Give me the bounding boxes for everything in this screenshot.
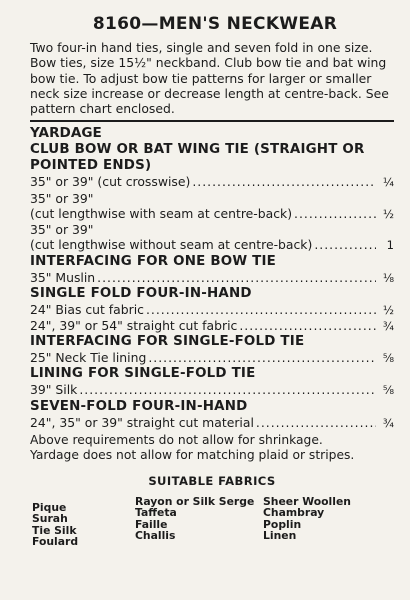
- club-bow-heading: CLUB BOW OR BAT WING TIE (STRAIGHT OR POINTED ENDS): [30, 142, 365, 174]
- yardage-amount: ⅝: [382, 351, 394, 366]
- fabric-item: Pique: [32, 500, 67, 514]
- dot-leader: [148, 350, 376, 365]
- fabric-item: Faille: [135, 517, 168, 531]
- yardage-label: 35" or 39": [30, 222, 94, 238]
- page-title: 8160—MEN'S NECKWEAR: [92, 14, 338, 34]
- divider: [30, 120, 394, 122]
- fabric-item: Chambray: [263, 506, 325, 520]
- fabrics-column: [263, 496, 363, 548]
- yardage-row: [30, 174, 394, 190]
- seven-fold-heading: SEVEN-FOLD FOUR-IN-HAND: [30, 398, 248, 414]
- yardage-label: 25" Neck Tie lining: [30, 350, 147, 366]
- interfacing-bow-heading: INTERFACING FOR ONE BOW TIE: [30, 253, 277, 269]
- yardage-amount: ¾: [382, 415, 394, 430]
- fabrics-list: [32, 496, 394, 548]
- yardage-row: [30, 382, 394, 398]
- yardage-label: 35" or 39" (cut crosswise): [30, 174, 191, 190]
- fabric-item: Foulard: [32, 535, 79, 549]
- yardage-row: [30, 302, 394, 318]
- yardage-label: (cut lengthwise without seam at centre-back): [30, 237, 313, 253]
- fabric-item: Surah: [32, 512, 68, 526]
- fabric-item: Rayon or Silk Serge: [135, 494, 255, 508]
- note-matching: Yardage does not allow for matching plaid or stripes.: [30, 448, 355, 463]
- dot-leader: [294, 206, 376, 221]
- fabric-item: Sheer Woollen: [263, 494, 351, 508]
- dot-leader: [79, 382, 376, 397]
- fabric-item: Linen: [263, 529, 297, 543]
- yardage-row: [30, 237, 394, 253]
- dot-leader: [192, 174, 376, 189]
- yardage-row: [30, 270, 394, 286]
- yardage-row: [30, 415, 394, 431]
- yardage-row: [30, 206, 394, 222]
- yardage-amount: ¼: [382, 175, 394, 190]
- yardage-label: 24", 35" or 39" straight cut material: [30, 414, 254, 430]
- yardage-amount: ½: [382, 302, 394, 317]
- yardage-label: 35" or 39": [30, 190, 94, 206]
- yardage-label: 24" Bias cut fabric: [30, 301, 144, 317]
- dot-leader: [97, 270, 376, 285]
- fabric-item: Tie Silk: [32, 523, 77, 537]
- lining-single-heading: LINING FOR SINGLE-FOLD TIE: [30, 366, 256, 382]
- yardage-label: 35" Muslin: [30, 269, 96, 285]
- yardage-heading: YARDAGE: [30, 125, 102, 142]
- single-fold-heading: SINGLE FOLD FOUR-IN-HAND: [30, 285, 252, 301]
- fabric-item: Challis: [135, 529, 176, 543]
- dot-leader: [146, 302, 376, 317]
- dot-leader: [239, 318, 376, 333]
- note-shrinkage: Above requirements do not allow for shrinkage.: [30, 432, 323, 447]
- suitable-fabrics-heading: SUITABLE FABRICS: [148, 473, 276, 488]
- yardage-row: [30, 350, 394, 366]
- interfacing-single-heading: INTERFACING FOR SINGLE-FOLD TIE: [30, 334, 305, 350]
- yardage-amount: ½: [382, 206, 394, 221]
- yardage-label: 24", 39" or 54" straight cut fabric: [30, 317, 238, 333]
- dot-leader: [314, 237, 376, 252]
- fabrics-column: [135, 496, 255, 548]
- yardage-amount: ⅝: [382, 383, 394, 398]
- fabric-item: Poplin: [263, 517, 302, 531]
- description-paragraph: Two four-in hand ties, single and seven fold in one size. Bow ties, size 15½" neckband. Club bow tie and bat wing bow tie. To adjust bow tie patterns for larger or smaller neck size increase or decrease length at centre-back. See pattern chart enclosed.: [30, 40, 389, 117]
- yardage-label: (cut lengthwise with seam at centre-back): [30, 205, 293, 221]
- yardage-row: [30, 318, 394, 334]
- yardage-amount: 1: [386, 238, 394, 253]
- yardage-label: 39" Silk: [30, 382, 78, 398]
- dot-leader: [256, 415, 376, 430]
- yardage-amount: ¾: [382, 318, 394, 333]
- notes: [30, 433, 394, 464]
- fabrics-column: [32, 496, 127, 548]
- yardage-amount: ⅛: [382, 270, 394, 285]
- fabric-item: Taffeta: [135, 506, 177, 520]
